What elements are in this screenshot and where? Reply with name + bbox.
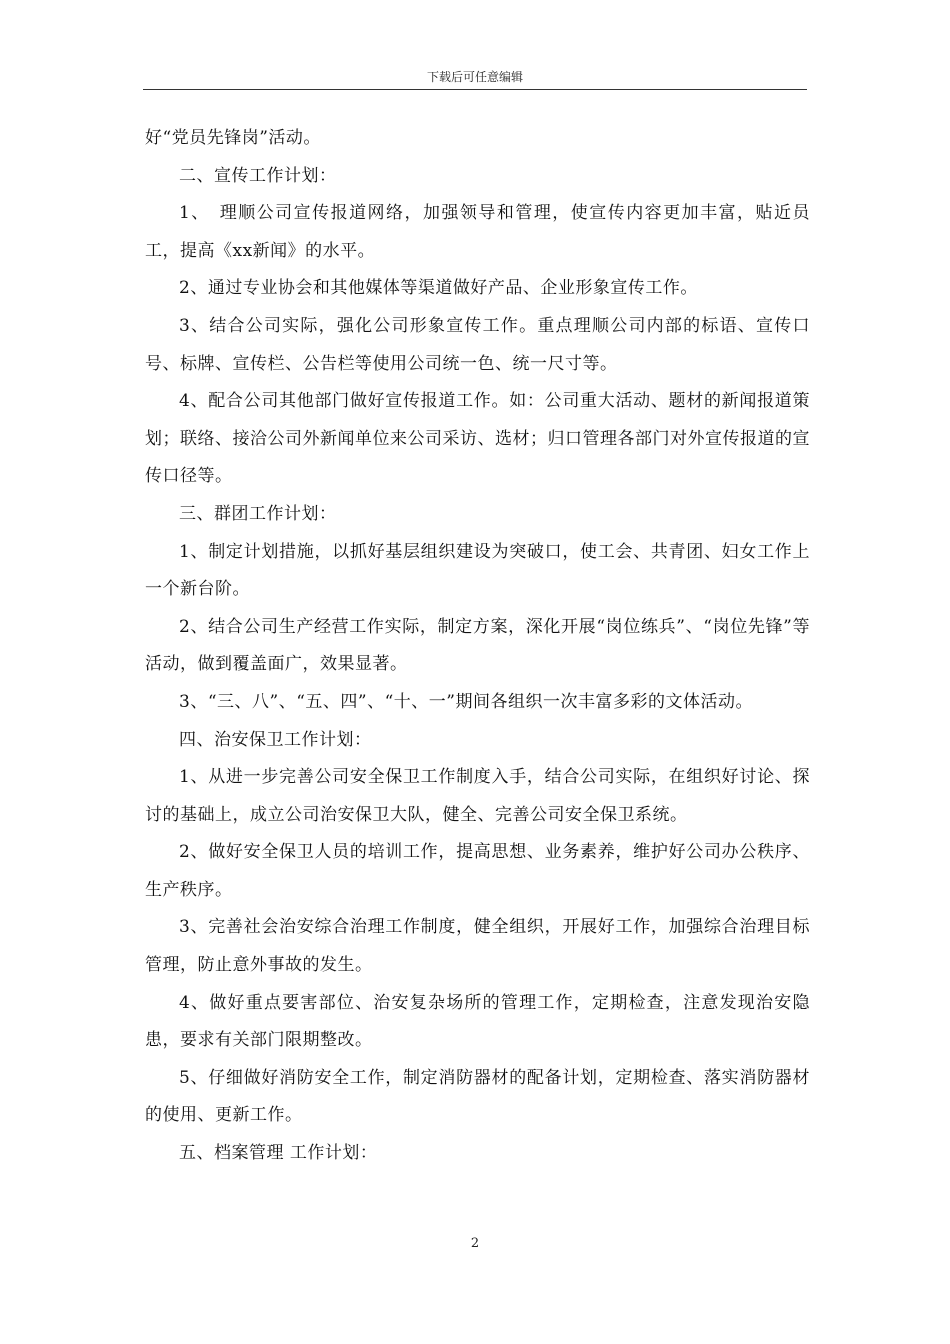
paragraph-13: 2、做好安全保卫人员的培训工作，提高思想、业务素养，维护好公司办公秩序、生产秩序。 bbox=[145, 842, 810, 900]
paragraph-9: 2、结合公司生产经营工作实际，制定方案，深化开展“岗位练兵”、“岗位先锋”等活动，做到覆盖面广，效果显著。 bbox=[145, 616, 810, 675]
paragraph-8: 1、制定计划措施，以抓好基层组织建设为突破口，使工会、共青团、妇女工作上一个新台阶。 bbox=[145, 541, 810, 600]
page-number: 2 bbox=[470, 1236, 480, 1251]
paragraph-15: 4、做好重点要害部位、治安复杂场所的管理工作，定期检查，注意发现治安隐患，要求有关部门限期整改。 bbox=[145, 992, 810, 1051]
header-divider bbox=[143, 89, 807, 90]
paragraph-6: 4、配合公司其他部门做好宣传报道工作。如：公司重大活动、题材的新闻报道策划；联络、接洽公司外新闻单位来公司采访、选材；归口管理各部门对外宣传报道的宣传口径等。 bbox=[145, 391, 810, 487]
section-heading-security: 四、治安保卫工作计划： bbox=[179, 729, 372, 750]
paragraph-12: 1、从进一步完善公司安全保卫工作制度入手，结合公司实际，在组织好讨论、探讨的基础上，成立公司治安保卫大队，健全、完善公司安全保卫系统。 bbox=[145, 767, 810, 825]
paragraph-16: 5、仔细做好消防安全工作，制定消防器材的配备计划，定期检查、落实消防器材的使用、更新工作。 bbox=[145, 1067, 810, 1126]
paragraph-3: 1、 理顺公司宣传报道网络，加强领导和管理，使宣传内容更加丰富，贴近员工，提高《xx新闻》的水平。 bbox=[145, 203, 810, 261]
paragraph-5: 3、结合公司实际，强化公司形象宣传工作。重点理顺公司内部的标语、宣传口号、标牌、宣传栏、公告栏等使用公司统一色、统一尺寸等。 bbox=[145, 315, 810, 374]
section-heading-propaganda: 二、宣传工作计划： bbox=[179, 165, 337, 186]
paragraph-14: 3、完善社会治安综合治理工作制度，健全组织，开展好工作，加强综合治理目标管理，防止意外事故的发生。 bbox=[145, 917, 810, 976]
document-body bbox=[145, 120, 810, 1173]
section-heading-mass-org: 三、群团工作计划： bbox=[179, 503, 337, 524]
paragraph-4: 2、通过专业协会和其他媒体等渠道做好产品、企业形象宣传工作。 bbox=[179, 278, 698, 299]
paragraph-10: 3、“三、八”、“五、四”、“十、一”期间各组织一次丰富多彩的文体活动。 bbox=[179, 691, 753, 712]
page-header: 下载后可任意编辑 bbox=[426, 70, 523, 84]
section-heading-archives: 五、档案管理 工作计划： bbox=[179, 1143, 378, 1164]
paragraph-1: 好“党员先锋岗”活动。 bbox=[145, 128, 321, 148]
